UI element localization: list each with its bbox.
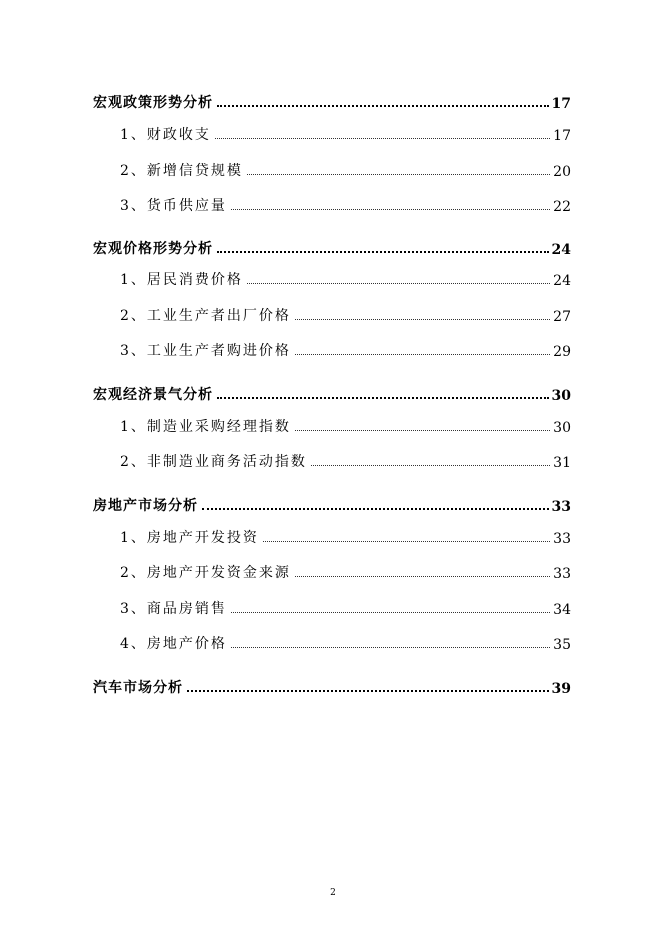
toc-entry-subsection[interactable] [120, 414, 571, 436]
toc-entry-title: 房地产市场分析 [93, 498, 198, 514]
toc-entry-title: 宏观价格形势分析 [93, 241, 213, 257]
toc-entry-page: 24 [551, 242, 571, 258]
toc-entry-page: 20 [553, 164, 571, 180]
dot-leader [215, 138, 550, 139]
toc-entry-page: 34 [553, 602, 571, 618]
toc-entry-subsection[interactable] [120, 193, 571, 215]
toc-entry-title: 2、新增信贷规模 [120, 163, 243, 179]
toc-entry-title: 宏观政策形势分析 [93, 95, 213, 111]
dot-leader [217, 105, 549, 107]
toc-entry-title: 3、货币供应量 [120, 198, 227, 214]
toc-entry-title: 汽车市场分析 [93, 680, 183, 696]
dot-leader [231, 612, 550, 613]
toc-entry-title: 1、房地产开发投资 [120, 530, 259, 546]
toc-entry-page: 33 [551, 499, 571, 515]
page-number: 2 [330, 888, 336, 898]
toc-entry-title: 4、房地产价格 [120, 636, 227, 652]
toc-entry-subsection[interactable] [120, 267, 571, 289]
dot-leader [311, 465, 550, 466]
toc-entry-title: 宏观经济景气分析 [93, 387, 213, 403]
toc-entry-section[interactable] [93, 236, 571, 258]
dot-leader [217, 251, 549, 253]
dot-leader [295, 430, 550, 431]
dot-leader [202, 508, 549, 510]
toc-entry-page: 31 [553, 455, 571, 471]
toc-entry-title: 2、工业生产者出厂价格 [120, 308, 291, 324]
toc-entry-page: 17 [551, 96, 571, 112]
toc-entry-page: 22 [553, 199, 571, 215]
toc-entry-page: 27 [553, 309, 571, 325]
toc-entry-subsection[interactable] [120, 449, 571, 471]
dot-leader [263, 541, 550, 542]
toc-entry-section[interactable] [93, 675, 571, 697]
toc-entry-title: 1、财政收支 [120, 127, 211, 143]
toc-entry-page: 30 [553, 420, 571, 436]
dot-leader [187, 690, 549, 692]
toc-entry-page: 39 [551, 681, 571, 697]
toc-entry-title: 2、房地产开发资金来源 [120, 565, 291, 581]
toc-entry-page: 29 [553, 344, 571, 360]
toc-entry-page: 24 [553, 273, 571, 289]
toc-entry-subsection[interactable] [120, 158, 571, 180]
toc-entry-page: 33 [553, 531, 571, 547]
toc-entry-title: 2、非制造业商务活动指数 [120, 454, 307, 470]
toc-entry-title: 1、居民消费价格 [120, 272, 243, 288]
dot-leader [231, 647, 550, 648]
toc-entry-subsection[interactable] [120, 122, 571, 144]
dot-leader [295, 319, 550, 320]
toc-entry-title: 3、工业生产者购进价格 [120, 343, 291, 359]
toc-entry-subsection[interactable] [120, 631, 571, 653]
dot-leader [295, 354, 550, 355]
toc-entry-subsection[interactable] [120, 338, 571, 360]
toc-entry-page: 33 [553, 566, 571, 582]
toc-entry-title: 3、商品房销售 [120, 601, 227, 617]
toc-entry-page: 17 [553, 128, 571, 144]
dot-leader [217, 397, 549, 399]
toc-entry-section[interactable] [93, 382, 571, 404]
dot-leader [295, 576, 550, 577]
dot-leader [247, 283, 550, 284]
dot-leader [247, 174, 550, 175]
toc-entry-page: 35 [553, 637, 571, 653]
toc-entry-section[interactable] [93, 90, 571, 112]
toc-entry-page: 30 [551, 388, 571, 404]
toc-entry-subsection[interactable] [120, 596, 571, 618]
toc-entry-subsection[interactable] [120, 560, 571, 582]
toc-entry-section[interactable] [93, 493, 571, 515]
toc-entry-subsection[interactable] [120, 303, 571, 325]
dot-leader [231, 209, 550, 210]
toc-entry-subsection[interactable] [120, 525, 571, 547]
toc-entry-title: 1、制造业采购经理指数 [120, 419, 291, 435]
